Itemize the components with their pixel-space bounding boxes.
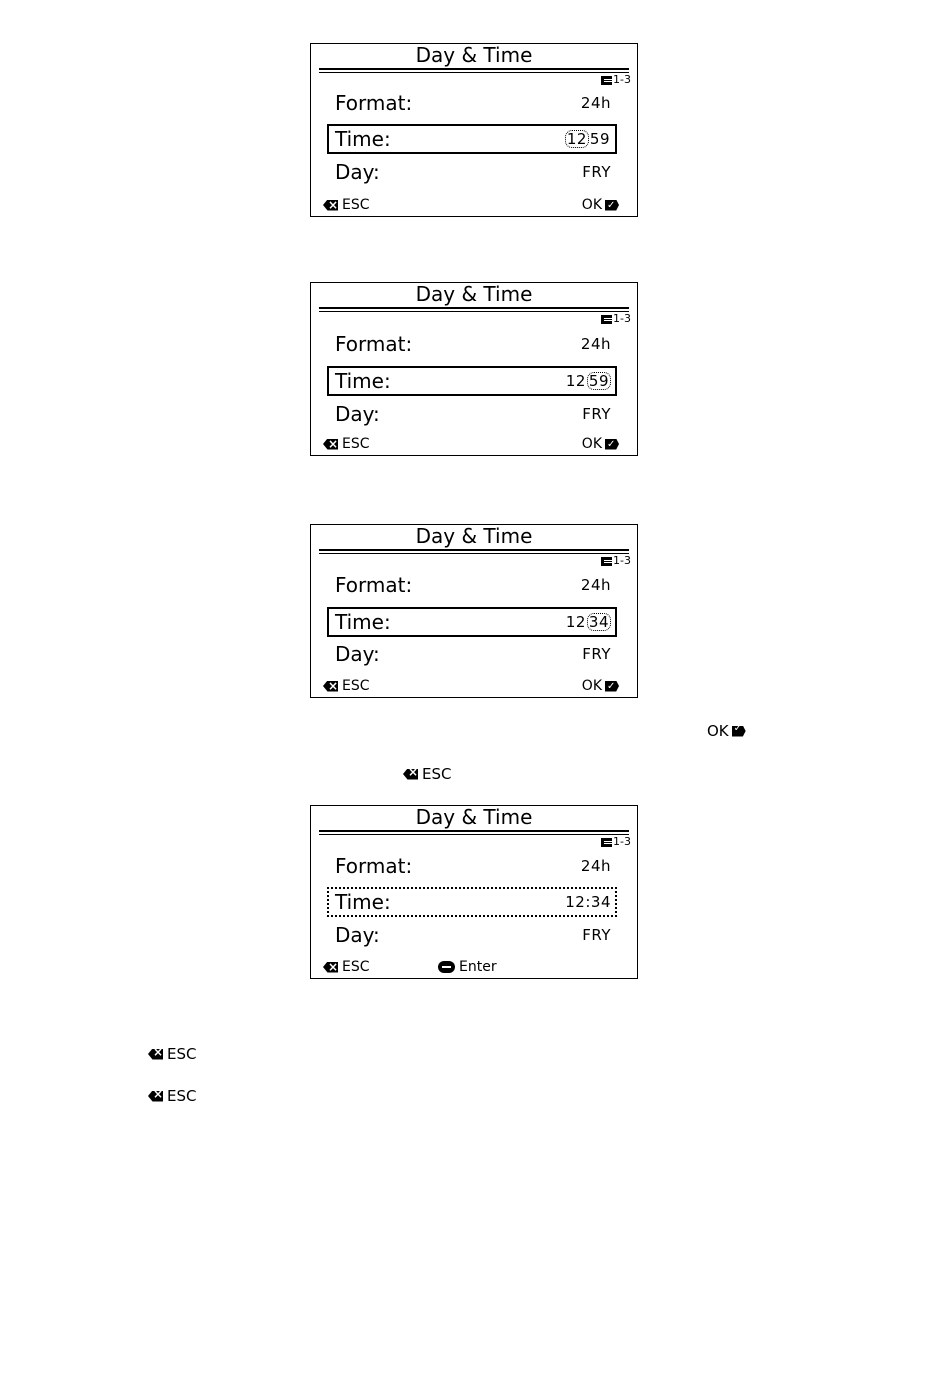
esc-label: ESC <box>422 765 452 783</box>
ok-softkey[interactable] <box>582 435 619 453</box>
time-minutes-segment[interactable]: 34 <box>588 613 609 631</box>
day-label: Day: <box>335 160 380 184</box>
format-value: 24h <box>580 94 611 112</box>
day-value: FRY <box>582 405 611 423</box>
time-minutes-segment[interactable]: 59 <box>589 130 610 148</box>
esc-icon <box>323 439 338 450</box>
day-time-screen-2 <box>310 282 638 456</box>
esc-icon <box>323 200 338 211</box>
format-row[interactable] <box>327 570 617 600</box>
time-label: Time: <box>335 610 391 634</box>
screen-title: Day & Time <box>415 805 533 829</box>
esc-label: ESC <box>167 1087 197 1105</box>
ok-icon <box>605 200 619 211</box>
ok-label: OK <box>707 722 729 740</box>
time-row[interactable] <box>327 887 617 917</box>
time-hours-segment[interactable]: 12 <box>565 372 586 390</box>
time-value <box>565 609 611 635</box>
day-value: FRY <box>582 163 611 181</box>
day-row[interactable] <box>327 399 617 429</box>
day-label: Day: <box>335 923 380 947</box>
format-row[interactable] <box>327 88 617 118</box>
esc-softkey[interactable] <box>323 958 370 976</box>
page-indicator <box>601 74 631 86</box>
format-label: Format: <box>335 573 413 597</box>
page-indicator-text: 1-3 <box>613 835 631 848</box>
ok-softkey[interactable] <box>582 196 619 214</box>
esc-softkey[interactable] <box>323 435 370 453</box>
esc-key-reference <box>148 1045 196 1063</box>
time-value: 12:34 <box>565 893 611 911</box>
day-row[interactable] <box>327 639 617 669</box>
page-list-icon <box>601 315 612 324</box>
time-hours-segment[interactable]: 12 <box>566 130 587 148</box>
ok-icon <box>605 439 619 450</box>
softkey-bar <box>323 677 619 695</box>
esc-label: ESC <box>342 959 370 975</box>
screen-title: Day & Time <box>415 43 533 67</box>
page-indicator <box>601 836 631 848</box>
esc-label: ESC <box>342 197 370 213</box>
format-label: Format: <box>335 91 413 115</box>
softkey-bar <box>323 196 619 214</box>
format-row[interactable] <box>327 329 617 359</box>
time-hours-segment[interactable]: 12 <box>565 613 586 631</box>
page-list-icon <box>601 557 612 566</box>
enter-icon <box>438 961 455 973</box>
ok-label: OK <box>581 436 602 452</box>
esc-softkey[interactable] <box>323 677 370 695</box>
esc-key-reference <box>148 1087 196 1105</box>
title-divider <box>319 549 629 554</box>
esc-icon <box>323 681 338 692</box>
format-label: Format: <box>335 332 413 356</box>
ok-label: OK <box>581 197 602 213</box>
day-label: Day: <box>335 642 380 666</box>
time-row[interactable] <box>327 607 617 637</box>
day-row[interactable] <box>327 920 617 950</box>
esc-icon <box>148 1049 163 1060</box>
esc-icon <box>148 1091 163 1102</box>
esc-label: ESC <box>167 1045 197 1063</box>
format-row[interactable] <box>327 851 617 881</box>
time-value <box>565 126 611 152</box>
ok-key-reference <box>707 722 746 740</box>
page-indicator-text: 1-3 <box>613 312 631 325</box>
time-row[interactable] <box>327 366 617 396</box>
ok-icon <box>732 726 746 737</box>
format-value: 24h <box>580 335 611 353</box>
day-label: Day: <box>335 402 380 426</box>
esc-icon <box>403 769 418 780</box>
page-list-icon <box>601 76 612 85</box>
softkey-bar <box>323 435 619 453</box>
format-value: 24h <box>580 576 611 594</box>
screen-title: Day & Time <box>415 282 533 306</box>
title-divider <box>319 307 629 312</box>
ok-icon <box>605 681 619 692</box>
enter-label: Enter <box>459 959 497 975</box>
page-list-icon <box>601 838 612 847</box>
ok-softkey[interactable] <box>582 677 619 695</box>
day-time-screen-3 <box>310 524 638 698</box>
esc-label: ESC <box>342 678 370 694</box>
esc-key-reference <box>403 765 451 783</box>
title-divider <box>319 830 629 835</box>
enter-softkey[interactable] <box>438 958 497 976</box>
format-label: Format: <box>335 854 413 878</box>
time-value <box>565 368 611 394</box>
time-label: Time: <box>335 369 391 393</box>
ok-label: OK <box>581 678 602 694</box>
day-time-screen-4 <box>310 805 638 979</box>
esc-icon <box>323 962 338 973</box>
softkey-bar <box>323 958 619 976</box>
time-label: Time: <box>335 127 391 151</box>
screen-title: Day & Time <box>415 524 533 548</box>
page-indicator <box>601 313 631 325</box>
esc-softkey[interactable] <box>323 196 370 214</box>
esc-label: ESC <box>342 436 370 452</box>
page-indicator-text: 1-3 <box>613 554 631 567</box>
format-value: 24h <box>580 857 611 875</box>
title-divider <box>319 68 629 73</box>
day-value: FRY <box>582 645 611 663</box>
time-row[interactable] <box>327 124 617 154</box>
day-value: FRY <box>582 926 611 944</box>
time-minutes-segment[interactable]: 59 <box>588 372 609 390</box>
page-indicator-text: 1-3 <box>613 73 631 86</box>
day-row[interactable] <box>327 157 617 187</box>
page-indicator <box>601 555 631 567</box>
day-time-screen-1 <box>310 43 638 217</box>
time-label: Time: <box>335 890 391 914</box>
